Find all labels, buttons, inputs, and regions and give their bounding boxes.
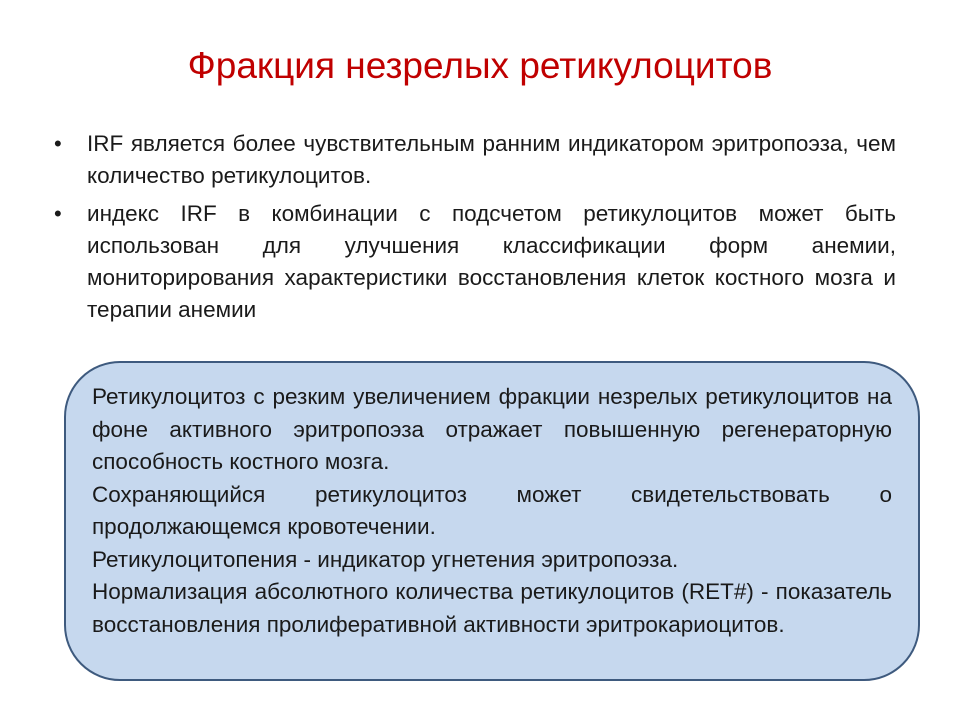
box-paragraph: Сохраняющийся ретикулоцитоз может свидетельствовать о продолжающемся кровотечении. — [92, 481, 892, 539]
info-box — [64, 361, 920, 681]
bullet-list — [54, 128, 896, 332]
box-paragraph: Ретикулоцитопения - индикатор угнетения эритропоэза. — [92, 546, 679, 572]
bullet-dot-icon: • — [54, 131, 62, 156]
box-paragraph: Нормализация абсолютного количества ретикулоцитов (RET#) - показатель восстановления пролиферативной активности эритрокариоцитов. — [92, 579, 892, 637]
bullet-text: индекс IRF в комбинации с подсчетом ретикулоцитов может быть использован для улучшения классификации форм анемии, мониторирования характеристики восстановления клеток костного мозга и терапии анемии — [87, 201, 896, 322]
slide-title: Фракция незрелых ретикулоцитов — [187, 45, 773, 86]
box-paragraph: Ретикулоцитоз с резким увеличением фракции незрелых ретикулоцитов на фоне активного эритропоэза отражает повышенную регенераторную способность костного мозга. — [92, 384, 892, 474]
bullet-dot-icon: • — [54, 201, 62, 226]
bullet-item — [54, 198, 896, 326]
bullet-item — [54, 128, 896, 192]
bullet-text: IRF является более чувствительным ранним индикатором эритропоэза, чем количество ретикулоцитов. — [87, 131, 896, 188]
